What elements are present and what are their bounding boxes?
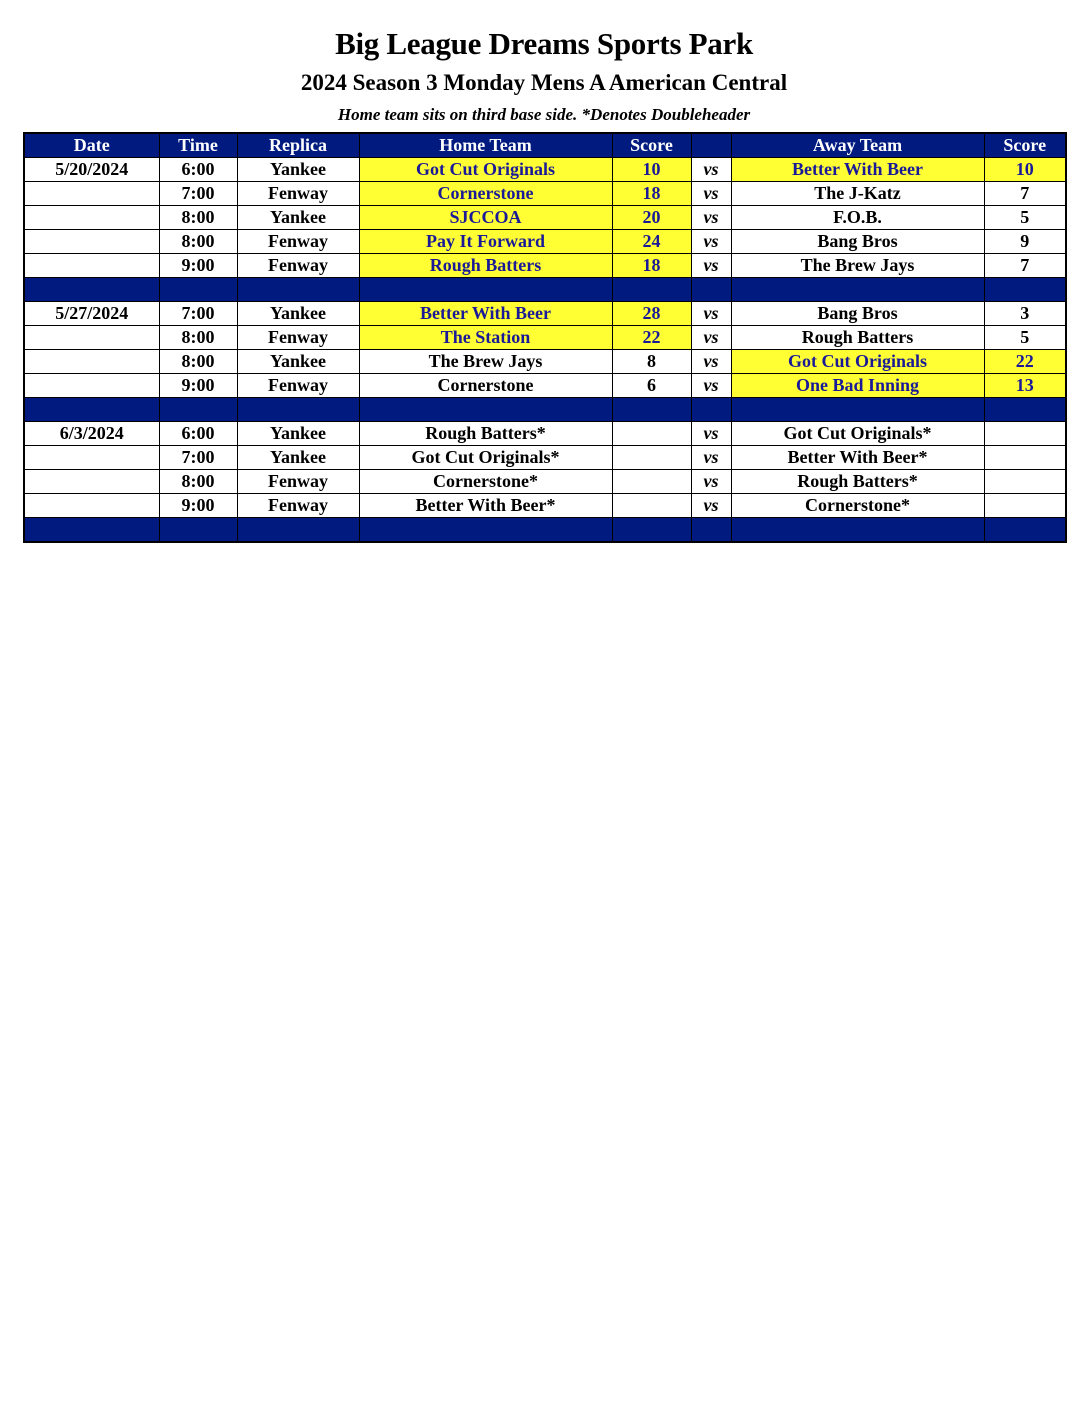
home-team-cell: The Brew Jays [359, 350, 612, 374]
separator-cell [984, 518, 1066, 543]
date-cell [24, 494, 159, 518]
game-row [24, 494, 1066, 518]
date-cell [24, 182, 159, 206]
home-team-cell: Cornerstone [359, 182, 612, 206]
home-score-cell: 6 [612, 374, 691, 398]
column-header-replica: Replica [237, 133, 359, 158]
separator-cell [612, 278, 691, 302]
date-cell [24, 326, 159, 350]
replica-cell: Yankee [237, 446, 359, 470]
home-score-cell: 8 [612, 350, 691, 374]
page-title: Big League Dreams Sports Park [335, 26, 753, 61]
away-score-cell [984, 446, 1066, 470]
vs-label: vs [691, 494, 731, 518]
away-team-cell: Cornerstone* [731, 494, 984, 518]
away-score-cell: 9 [984, 230, 1066, 254]
separator-cell [237, 278, 359, 302]
home-team-cell: Better With Beer [359, 302, 612, 326]
home-score-cell: 22 [612, 326, 691, 350]
away-score-cell [984, 494, 1066, 518]
home-score-cell [612, 446, 691, 470]
separator-cell [731, 518, 984, 543]
time-cell: 8:00 [159, 326, 237, 350]
separator-cell [359, 518, 612, 543]
time-cell: 8:00 [159, 230, 237, 254]
away-score-cell: 7 [984, 254, 1066, 278]
separator-cell [159, 278, 237, 302]
replica-cell: Yankee [237, 350, 359, 374]
replica-cell: Fenway [237, 326, 359, 350]
separator-cell [984, 278, 1066, 302]
column-header-away-team: Away Team [731, 133, 984, 158]
away-team-cell: One Bad Inning [731, 374, 984, 398]
replica-cell: Fenway [237, 254, 359, 278]
game-row [24, 350, 1066, 374]
date-cell: 5/20/2024 [24, 158, 159, 182]
away-score-cell [984, 422, 1066, 446]
home-score-cell: 10 [612, 158, 691, 182]
away-score-cell: 5 [984, 326, 1066, 350]
home-score-cell: 20 [612, 206, 691, 230]
replica-cell: Fenway [237, 230, 359, 254]
home-team-cell: Rough Batters [359, 254, 612, 278]
date-cell [24, 350, 159, 374]
replica-cell: Fenway [237, 494, 359, 518]
away-team-cell: Rough Batters [731, 326, 984, 350]
date-cell: 6/3/2024 [24, 422, 159, 446]
away-score-cell: 3 [984, 302, 1066, 326]
date-cell: 5/27/2024 [24, 302, 159, 326]
time-cell: 6:00 [159, 422, 237, 446]
time-cell: 9:00 [159, 374, 237, 398]
home-score-cell [612, 494, 691, 518]
separator-cell [691, 518, 731, 543]
home-team-cell: Pay It Forward [359, 230, 612, 254]
time-cell: 7:00 [159, 446, 237, 470]
replica-cell: Fenway [237, 374, 359, 398]
separator-cell [691, 278, 731, 302]
away-team-cell: Got Cut Originals [731, 350, 984, 374]
separator-row [24, 278, 1066, 302]
column-header-home-team: Home Team [359, 133, 612, 158]
separator-cell [691, 398, 731, 422]
separator-cell [24, 278, 159, 302]
separator-cell [237, 518, 359, 543]
away-team-cell: Better With Beer [731, 158, 984, 182]
vs-label: vs [691, 470, 731, 494]
separator-cell [159, 518, 237, 543]
column-header-home-score: Score [612, 133, 691, 158]
away-score-cell: 5 [984, 206, 1066, 230]
home-team-cell: Got Cut Originals* [359, 446, 612, 470]
date-cell [24, 230, 159, 254]
home-score-cell: 24 [612, 230, 691, 254]
separator-cell [731, 278, 984, 302]
replica-cell: Fenway [237, 182, 359, 206]
home-team-cell: Got Cut Originals [359, 158, 612, 182]
separator-cell [984, 398, 1066, 422]
time-cell: 6:00 [159, 158, 237, 182]
separator-cell [24, 518, 159, 543]
home-team-cell: Cornerstone* [359, 470, 612, 494]
date-cell [24, 446, 159, 470]
page-subtitle: 2024 Season 3 Monday Mens A American Central [300, 70, 788, 95]
game-row [24, 422, 1066, 446]
column-header-time: Time [159, 133, 237, 158]
separator-cell [612, 398, 691, 422]
time-cell: 7:00 [159, 182, 237, 206]
game-row [24, 446, 1066, 470]
home-score-cell: 18 [612, 254, 691, 278]
separator-cell [612, 518, 691, 543]
date-cell [24, 206, 159, 230]
time-cell: 8:00 [159, 206, 237, 230]
replica-cell: Yankee [237, 158, 359, 182]
vs-label: vs [691, 350, 731, 374]
time-cell: 7:00 [159, 302, 237, 326]
date-cell [24, 374, 159, 398]
home-score-cell: 28 [612, 302, 691, 326]
vs-label: vs [691, 446, 731, 470]
vs-label: vs [691, 254, 731, 278]
away-team-cell: Bang Bros [731, 230, 984, 254]
vs-label: vs [691, 206, 731, 230]
replica-cell: Yankee [237, 302, 359, 326]
schedule-table [23, 132, 1067, 543]
doubleheader-note: Home team sits on third base side. *Denotes Doubleheader [337, 105, 751, 124]
separator-cell [731, 398, 984, 422]
away-score-cell: 7 [984, 182, 1066, 206]
home-team-cell: SJCCOA [359, 206, 612, 230]
separator-cell [359, 398, 612, 422]
home-score-cell [612, 470, 691, 494]
home-team-cell: The Station [359, 326, 612, 350]
away-score-cell: 22 [984, 350, 1066, 374]
home-team-cell: Rough Batters* [359, 422, 612, 446]
time-cell: 9:00 [159, 494, 237, 518]
time-cell: 8:00 [159, 470, 237, 494]
date-cell [24, 254, 159, 278]
column-header-vs [691, 133, 731, 158]
away-team-cell: The Brew Jays [731, 254, 984, 278]
separator-cell [237, 398, 359, 422]
away-team-cell: Bang Bros [731, 302, 984, 326]
game-row [24, 302, 1066, 326]
away-score-cell [984, 470, 1066, 494]
game-row [24, 182, 1066, 206]
home-team-cell: Cornerstone [359, 374, 612, 398]
replica-cell: Fenway [237, 470, 359, 494]
away-score-cell: 13 [984, 374, 1066, 398]
separator-cell [359, 278, 612, 302]
vs-label: vs [691, 302, 731, 326]
home-score-cell [612, 422, 691, 446]
home-team-cell: Better With Beer* [359, 494, 612, 518]
separator-cell [24, 398, 159, 422]
time-cell: 8:00 [159, 350, 237, 374]
vs-label: vs [691, 374, 731, 398]
column-header-away-score: Score [984, 133, 1066, 158]
game-row [24, 254, 1066, 278]
vs-label: vs [691, 182, 731, 206]
table-header-row [24, 133, 1066, 158]
vs-label: vs [691, 158, 731, 182]
date-cell [24, 470, 159, 494]
replica-cell: Yankee [237, 422, 359, 446]
away-team-cell: The J-Katz [731, 182, 984, 206]
separator-cell [159, 398, 237, 422]
vs-label: vs [691, 230, 731, 254]
away-team-cell: Got Cut Originals* [731, 422, 984, 446]
separator-row [24, 518, 1066, 543]
away-score-cell: 10 [984, 158, 1066, 182]
game-row [24, 206, 1066, 230]
vs-label: vs [691, 326, 731, 350]
vs-label: vs [691, 422, 731, 446]
game-row [24, 230, 1066, 254]
time-cell: 9:00 [159, 254, 237, 278]
separator-row [24, 398, 1066, 422]
game-row [24, 158, 1066, 182]
replica-cell: Yankee [237, 206, 359, 230]
game-row [24, 326, 1066, 350]
home-score-cell: 18 [612, 182, 691, 206]
game-row [24, 374, 1066, 398]
away-team-cell: F.O.B. [731, 206, 984, 230]
column-header-date: Date [24, 133, 159, 158]
away-team-cell: Rough Batters* [731, 470, 984, 494]
game-row [24, 470, 1066, 494]
schedule-body [24, 158, 1066, 543]
away-team-cell: Better With Beer* [731, 446, 984, 470]
